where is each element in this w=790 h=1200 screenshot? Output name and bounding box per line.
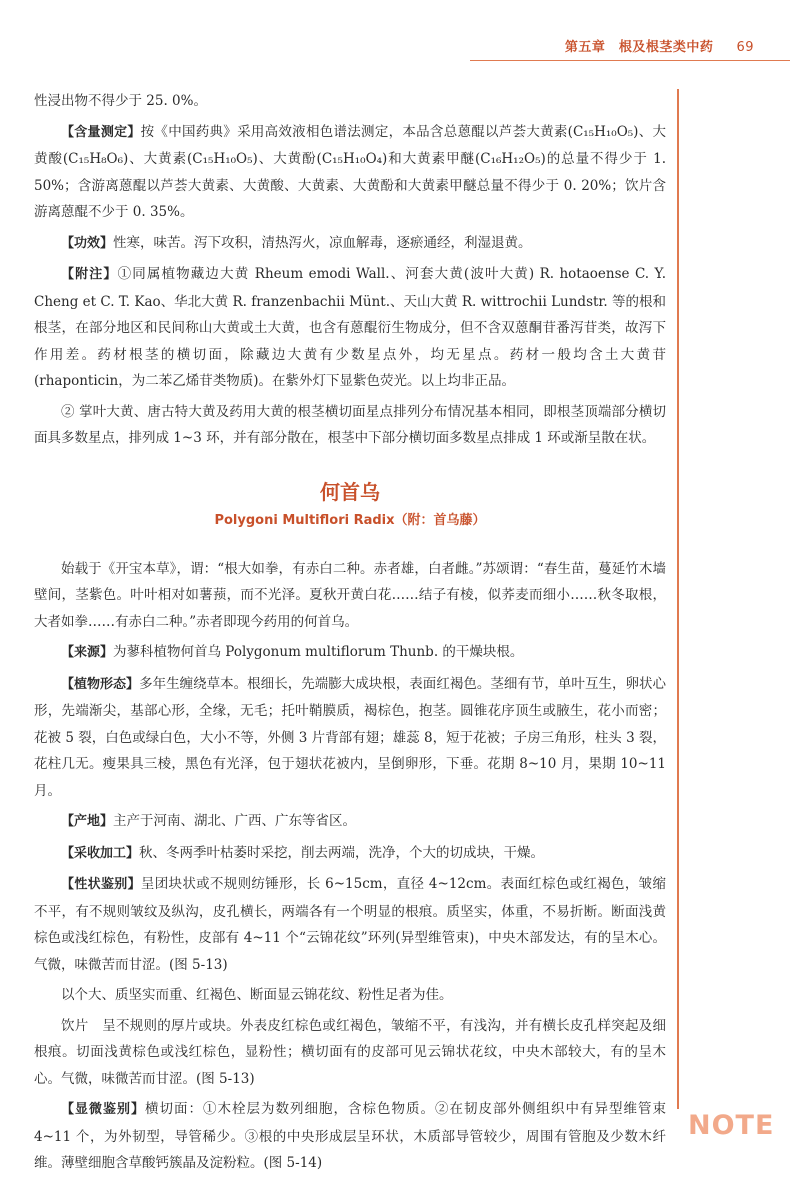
section-tag: 【性状鉴别】 [61,877,141,892]
paragraph-source: 【来源】为蓼科植物何首乌 Polygonum multiflorum Thunb. 的干燥块根。 [61,644,524,660]
chapter-title: 第五章 根及根茎类中药 [564,40,714,55]
section-tag: 【产地】 [61,814,114,829]
paragraph-origin: 【产地】主产于河南、湖北、广西、广东等省区。 [61,813,357,829]
paragraph-note-2: ② 掌叶大黄、唐古特大黄及药用大黄的根茎横切面星点排列分布情况基本相同，即根茎顶端部分横切面具多数星点，排列成 1~3 环，并有部分散在，根茎中下部分横切面多数星点排成 1 环或渐呈散在状。 [34,403,666,446]
paragraph-quality: 以个大、质坚实而重、红褐色、断面显云锦花纹、粉性足者为佳。 [61,987,453,1003]
page-number: 69 [736,40,754,55]
title-chinese: 何首乌 [320,479,380,504]
section-tag: 【显微鉴别】 [61,1102,145,1117]
paragraph-note: 【附注】①同属植物藏边大黄 Rheum emodi Wall.、河套大黄(波叶大黄) R. hotaoense C. Y. Cheng et C. T. Kao、华北大黄 R. franzenbachii Münt.、天山大黄 R. wittrochii Lundstr. 等的根和根茎，在部分地区和民间称山大黄或土大黄，也含有蒽醌衍生物成分，但不含双蒽酮苷番泻苷类，故泻下作用差。药材根茎的横切面，除藏边大黄有少数星点外，均无星点。药材一般均含土大黄苷(rhaponticin，为二苯乙烯苷类物质)。在紫外灯下显紫色荧光。以上均非正品。 [34,266,666,389]
section-tag: 【来源】 [61,645,114,660]
section-tag: 【采收加工】 [61,845,140,861]
paragraph-characteristics: 【性状鉴别】呈团块状或不规则纺锤形，长 6~15cm，直径 4~12cm。表面红棕色或红褐色，皱缩不平，有不规则皱纹及纵沟，皮孔横长，两端各有一个明显的根痕。质坚实，体重，不易折断。断面浅黄棕色或浅红棕色，有粉性，皮部有 4~11 个“云锦花纹”环列(异型维管束)，中央木部发达，有的呈木心。气微，味微苦而甘涩。(图 5-13) [34,876,666,973]
note-watermark: NOTE [688,1110,775,1141]
paragraph-efficacy: 【功效】性寒，味苦。泻下攻积，清热泻火，凉血解毒，逐瘀通经，利湿退黄。 [61,234,532,251]
section-tag: 【附注】 [61,267,118,282]
section-tag: 【功效】 [61,235,114,251]
paragraph-harvest: 【采收加工】秋、冬两季叶枯萎时采挖，削去两端，洗净，个大的切成块，干燥。 [61,844,545,861]
margin-rule [677,89,679,1109]
paragraph-history: 始载于《开宝本草》，谓：“根大如拳，有赤白二种。赤者雄，白者雌。”苏颂谓：“春生苗，蔓延竹木墙壁间，茎紫色。叶叶相对如薯蓣，而不光泽。夏秋开黄白花……结子有棱，似荞麦而细小……秋冬取根，大者如拳……有赤白二种。”赤者即现今药用的何首乌。 [34,560,666,630]
paragraph-slices: 饮片 呈不规则的厚片或块。外表皮红棕色或红褐色，皱缩不平，有浅沟，并有横长皮孔样突起及细根痕。切面浅黄棕色或浅红棕色，显粉性；横切面有的皮部可见云锦状花纹，中央木部较大，有的呈木心。气微，味微苦而甘涩。(图 5-13) [34,1017,666,1087]
monograph-title [34,476,666,534]
paragraph-microscopy: 【显微鉴别】横切面：①木栓层为数列细胞，含棕色物质。②在韧皮部外侧组织中有异型维管束 4~11 个，为外韧型，导管稀少。③根的中央形成层呈环状，木质部导管较少，周围有管胞及少数木纤维。薄壁细胞含草酸钙簇晶及淀粉粒。(图 5-14) [34,1101,666,1171]
paragraph-continuation: 性浸出物不得少于 25. 0%。 [34,93,207,109]
header-rule [470,60,790,61]
paragraph-content-assay: 【含量测定】按《中国药典》采用高效液相色谱法测定，本品含总蒽醌以芦荟大黄素(C₁₅H₁₀O₅)、大黄酸(C₁₅H₈O₆)、大黄素(C₁₅H₁₀O₅)、大黄酚(C₁₅H₁₀O₄)和大黄素甲醚(C₁₆H₁₂O₅)的总量不得少于 1. 50%；含游离蒽醌以芦荟大黄素、大黄酸、大黄素、大黄酚和大黄素甲醚总量不得少于 0. 20%；饮片含游离蒽醌不少于 0. 35%。 [34,123,666,220]
paragraph-morphology: 【植物形态】多年生缠绕草本。根细长，先端膨大成块根，表面红褐色。茎细有节，单叶互生，卵状心形，先端渐尖，基部心形，全缘，无毛；托叶鞘膜质，褐棕色，抱茎。圆锥花序顶生或腋生，花小而密；花被 5 裂，白色或绿白色，大小不等，外侧 3 片背部有翅；雄蕊 8，短于花被；子房三角形，柱头 3 裂，花柱几无。瘦果具三棱，黑色有光泽，包于翅状花被内，呈倒卵形，下垂。花期 8~10 月，果期 10~11 月。 [34,675,666,799]
page-body [34,88,666,1181]
running-header [565,36,754,55]
title-latin: Polygoni Multiflori Radix（附：首乌藤） [214,512,486,528]
section-tag: 【含量测定】 [61,124,141,140]
section-tag: 【植物形态】 [61,676,140,692]
